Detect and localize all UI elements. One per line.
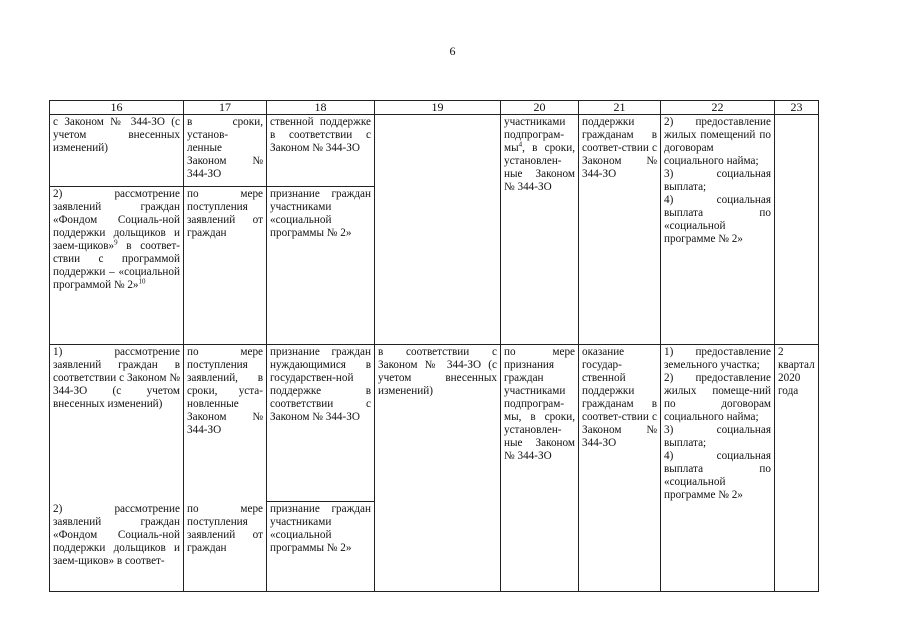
cell-19: в соответствии с Законом № 344-ЗО (с учетом внесенных изменений) (375, 345, 501, 592)
cell-16 (50, 187, 184, 345)
cell-17: по мере поступления заявлений от граждан (184, 187, 267, 345)
col-header-23: 23 (775, 101, 819, 115)
col-header-19: 19 (375, 101, 501, 115)
cell-21: поддержки гражданам в соответ-ствии с Законом № 344-ЗО (579, 115, 661, 345)
cell-23 (775, 115, 819, 345)
col-header-21: 21 (579, 101, 661, 115)
table-row (50, 345, 819, 502)
col-header-17: 17 (184, 101, 267, 115)
cell-19 (375, 115, 501, 345)
cell-21: оказание государ-ственной поддержки гражданам в соответ-ствии с Законом № 344-ЗО (579, 345, 661, 592)
cell-18: признание граждан участниками «социальной программы № 2» (267, 502, 375, 592)
cell-20 (501, 115, 579, 345)
col-header-22: 22 (661, 101, 775, 115)
cell-17: по мере поступления заявлений, в сроки, уста-новленные Законом № 344-ЗО (184, 345, 267, 502)
cell-16: 1) рассмотрение заявлений граждан в соответствии с Законом № 344-ЗО (с учетом внесенных изменений) (50, 345, 184, 502)
cell-16: 2) рассмотрение заявлений граждан «Фондом Социаль-ной поддержки дольщиков и заем-щиков» в соответ- (50, 502, 184, 592)
cell-17: в сроки, установ- ленные Законом № 344-ЗО (184, 115, 267, 187)
header-row (50, 101, 819, 115)
cell-text: , в сроки, установлен-ные Законом № 344-ЗО (504, 142, 575, 193)
col-header-18: 18 (267, 101, 375, 115)
cell-18: ственной поддержке в соответствии с Законом № 344-ЗО (267, 115, 375, 187)
cell-text: в соответ-ствии с программой поддержки – «социальной программой № 2» (53, 240, 180, 291)
cell-23: 2 квартал 2020 года (775, 345, 819, 592)
cell-17: по мере поступления заявлений от граждан (184, 502, 267, 592)
cell-20: по мере признания граждан участниками подпрограм-мы, в сроки, установлен-ные Законом № 344-ЗО (501, 345, 579, 592)
cell-22: 1) предоставление земельного участка; 2) предоставление жилых помеще-ний по договорам социального найма; 3) социальная выплата; 4) социальная выплата по «социальной программе № 2» (661, 345, 775, 592)
col-header-20: 20 (501, 101, 579, 115)
footnote-mark: 9 (114, 238, 118, 247)
table-row (50, 115, 819, 187)
cell-22: 2) предоставление жилых помещений по договорам социального найма; 3) социальная выплата; 4) социальная выплата по «социальной программе № 2» (661, 115, 775, 345)
cell-16: с Законом № 344-ЗО (с учетом внесенных изменений) (50, 115, 184, 187)
cell-18: признание граждан нуждающимися в государствен-ной поддержке в соответствии с Законом № 344-ЗО (267, 345, 375, 502)
col-header-16: 16 (50, 101, 184, 115)
program-table (49, 100, 819, 592)
cell-text: 2) рассмотрение заявлений граждан «Фондом Социаль-ной поддержки дольщиков и заем-щиков» (53, 188, 180, 252)
page-number: 6 (449, 44, 456, 58)
cell-18: признание граждан участниками «социальной программы № 2» (267, 187, 375, 345)
footnote-mark: 4 (518, 140, 523, 149)
footnote-mark: 10 (138, 277, 146, 286)
cell-text: участниками подпрограм-мы (504, 116, 566, 154)
